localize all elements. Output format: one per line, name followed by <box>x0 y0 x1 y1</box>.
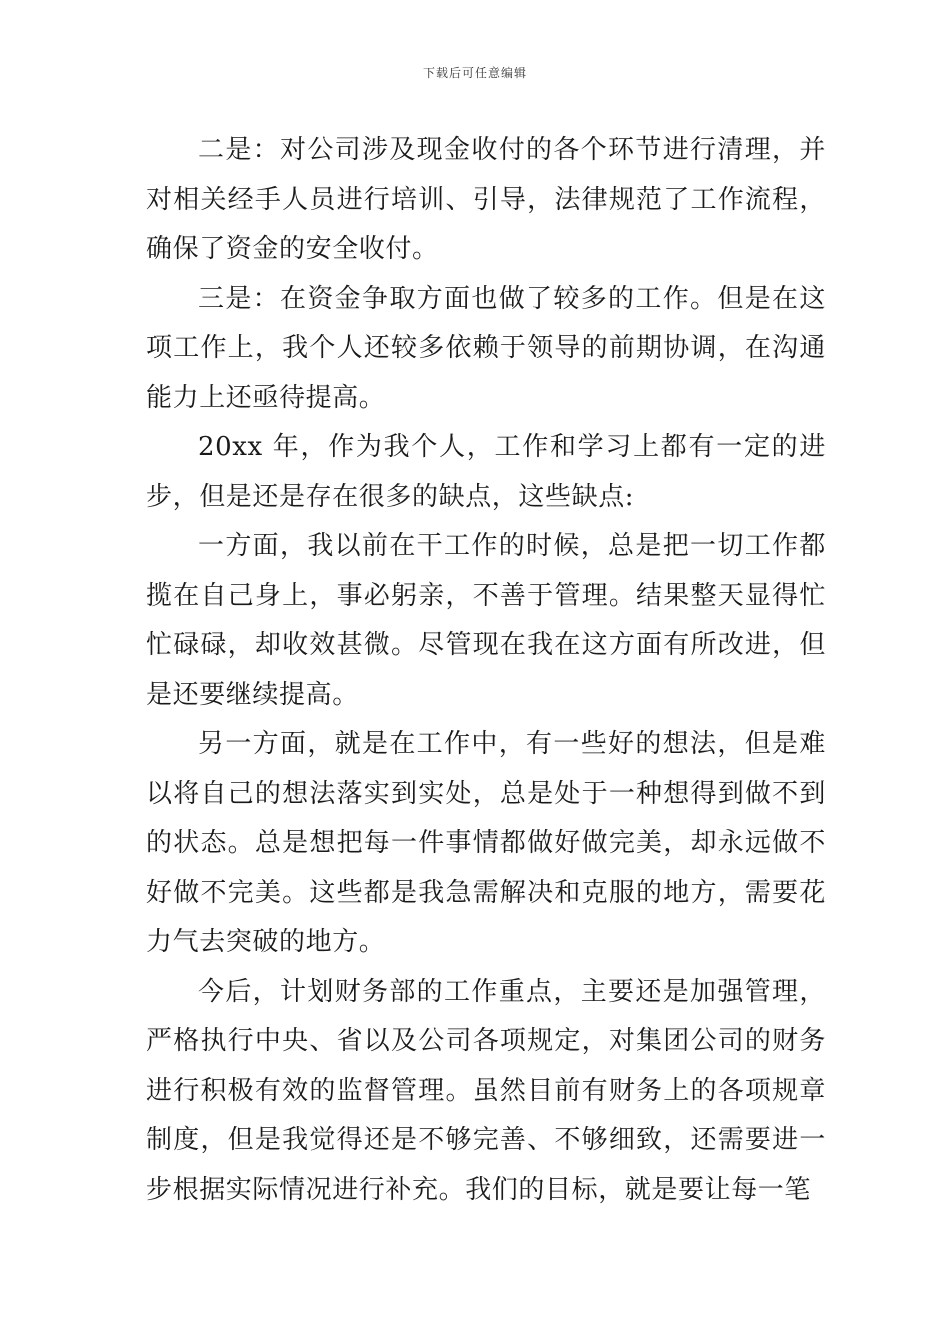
paragraph-shortcoming-one: 一方面，我以前在干工作的时候，总是把一切工作都揽在自己身上，事必躬亲，不善于管理。结果整天显得忙忙碌碌，却收效甚微。尽管现在我在这方面有所改进，但是还要继续提高。 <box>146 531 826 710</box>
paragraph-annual-summary: 20xx 年，作为我个人，工作和学习上都有一定的进步，但是还是存在很多的缺点，这些缺点: <box>146 432 826 512</box>
paragraph-cash-management: 二是：对公司涉及现金收付的各个环节进行清理，并对相关经手人员进行培训、引导，法律规范了工作流程，确保了资金的安全收付。 <box>146 135 826 264</box>
paragraph-shortcoming-two: 另一方面，就是在工作中，有一些好的想法，但是难以将自己的想法落实到实处，总是处于一种想得到做不到的状态。总是想把每一件事情都做好做完美，却永远做不好做不完美。这些都是我急需解决和克服的地方，需要花力气去突破的地方。 <box>146 729 826 957</box>
paragraph-fund-raising: 三是：在资金争取方面也做了较多的工作。但是在这项工作上，我个人还较多依赖于领导的前期协调，在沟通能力上还亟待提高。 <box>146 283 826 413</box>
document-body <box>146 126 826 1215</box>
header-note: 下载后可任意编辑 <box>422 66 527 80</box>
paragraph-future-plan: 今后，计划财务部的工作重点，主要还是加强管理，严格执行中央、省以及公司各项规定，对集团公司的财务进行积极有效的监督管理。虽然目前有财务上的各项规章制度，但是我觉得还是不够完善、不够细致，还需要进一步根据实际情况进行补充。我们的目标，就是要让每一笔 <box>146 976 826 1205</box>
